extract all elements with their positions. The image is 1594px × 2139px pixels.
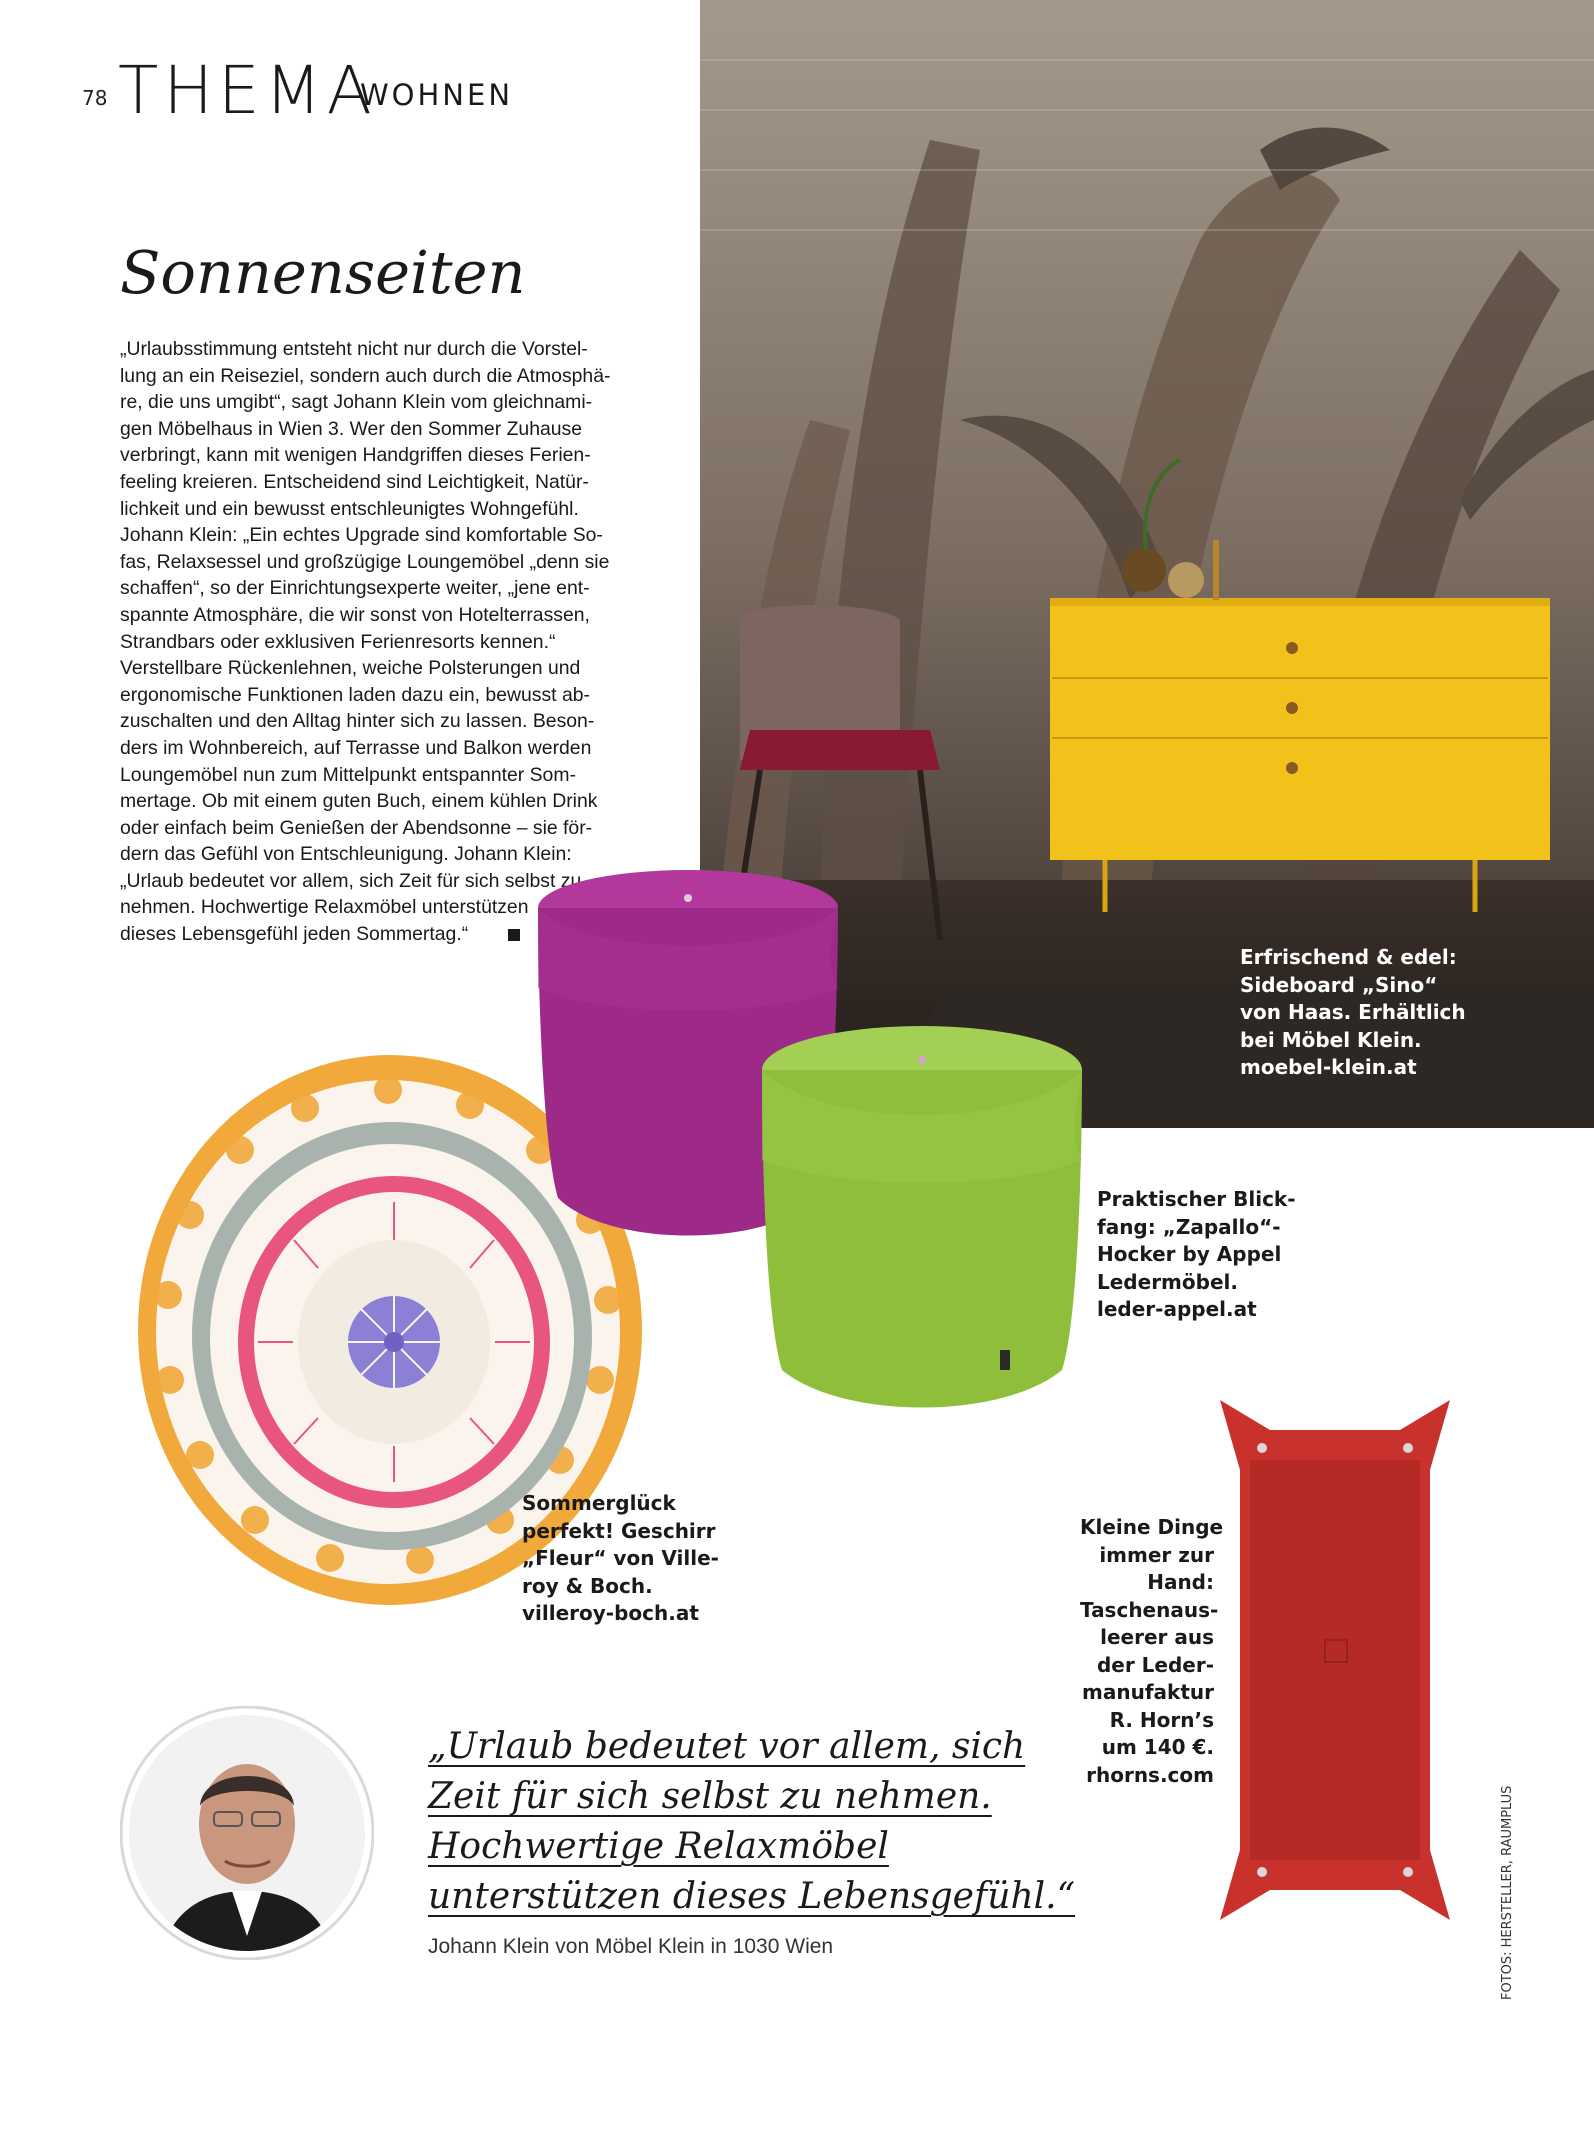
article-body <box>120 336 611 948</box>
body-line: Verstellbare Rückenlehnen, weiche Polsterungen und <box>120 657 581 680</box>
caption-line: moebel-klein.at <box>1240 1055 1417 1079</box>
body-line: feeling kreieren. Entscheidend sind Leichtigkeit, Natür- <box>120 470 589 493</box>
caption-line: Taschenaus- <box>1080 1597 1219 1622</box>
quote-line: „Urlaub bedeutet vor allem, sich <box>428 1726 1026 1767</box>
caption-line: der Leder- <box>1096 1652 1214 1677</box>
caption-line: von Haas. Erhältlich <box>1240 1000 1466 1024</box>
caption-line: Sommerglück <box>522 1491 676 1515</box>
caption-line: Hand: <box>1147 1570 1214 1594</box>
caption-line: Sideboard „Sino“ <box>1240 972 1438 997</box>
caption-line: Praktischer Blick- <box>1097 1187 1296 1211</box>
leather-tray-image <box>1210 1390 1460 1930</box>
body-line: ergonomische Funktionen laden dazu ein, bewusst ab- <box>120 683 590 706</box>
caption-line: roy & Boch. <box>522 1573 653 1598</box>
caption-line: manufaktur <box>1082 1680 1214 1704</box>
caption-line: R. Horn’s <box>1109 1707 1214 1732</box>
body-line: nehmen. Hochwertige Relaxmöbel unterstützen <box>120 896 529 919</box>
caption-line: fang: „Zapallo“- <box>1097 1214 1281 1239</box>
caption-line: um 140 €. <box>1101 1735 1214 1759</box>
body-line: Strandbars oder exklusiven Ferienresorts kennen.“ <box>120 630 556 653</box>
caption-sideboard <box>1240 944 1466 1082</box>
section-subtitle: WOHNEN <box>360 78 514 112</box>
body-line: spannte Atmosphäre, die wir sonst von Hotelterrassen, <box>120 603 590 626</box>
caption-line: Erfrischend & edel: <box>1240 945 1457 969</box>
body-line: fas, Relaxsessel und großzügige Loungemöbel „denn sie <box>120 550 610 573</box>
caption-line: leerer aus <box>1100 1625 1214 1649</box>
caption-tray <box>1080 1514 1224 1789</box>
caption-line: Kleine Dinge <box>1080 1515 1224 1539</box>
body-line: re, die uns umgibt“, sagt Johann Klein vom gleichnami- <box>120 391 593 414</box>
caption-line: villeroy-boch.at <box>522 1601 699 1625</box>
body-line: ders im Wohnbereich, auf Terrasse und Balkon werden <box>120 736 592 759</box>
caption-line: perfekt! Geschirr <box>522 1518 716 1543</box>
body-line: oder einfach beim Genießen der Abendsonne – sie för- <box>120 816 593 839</box>
caption-line: rhorns.com <box>1086 1762 1214 1787</box>
body-line: dern das Gefühl von Entschleunigung. Johann Klein: <box>120 843 572 866</box>
body-line: lung an ein Reiseziel, sondern auch durch die Atmosphä- <box>120 364 611 387</box>
body-line-last <box>120 921 598 948</box>
body-line: „Urlaubsstimmung entsteht nicht nur durch die Vorstel- <box>120 338 588 360</box>
body-line: zuschalten und den Alltag hinter sich zu lassen. Beson- <box>120 710 595 733</box>
caption-line: immer zur <box>1099 1542 1214 1567</box>
body-line: „Urlaub bedeutet vor allem, sich Zeit für sich selbst zu <box>120 869 582 892</box>
quote-line: Hochwertige Relaxmöbel <box>428 1826 889 1867</box>
body-line: verbringt, kann mit wenigen Handgriffen dieses Ferien- <box>120 444 591 467</box>
body-line: dieses Lebensgefühl jeden Sommertag.“ <box>120 923 469 946</box>
end-mark-square <box>508 929 520 941</box>
pull-quote <box>428 1722 1076 1922</box>
caption-geschirr <box>522 1490 719 1628</box>
body-line: Loungemöbel nun zum Mittelpunkt entspannter Som- <box>120 763 576 786</box>
caption-line: Ledermöbel. <box>1097 1269 1238 1294</box>
article-headline: Sonnenseiten <box>120 238 526 307</box>
caption-hocker <box>1097 1186 1296 1324</box>
body-line: gen Möbelhaus in Wien 3. Wer den Sommer Zuhause <box>120 417 583 440</box>
caption-line: „Fleur“ von Ville- <box>522 1546 719 1570</box>
photo-credit: FOTOS: HERSTELLER, RAUMPLUS <box>1500 1785 1515 2000</box>
caption-line: leder-appel.at <box>1097 1297 1257 1321</box>
page-number: 78 <box>82 86 108 110</box>
quote-attribution: Johann Klein von Möbel Klein in 1030 Wien <box>428 1935 834 1958</box>
quote-line: unterstützen dieses Lebensgefühl.“ <box>428 1876 1076 1917</box>
body-line: schaffen“, so der Einrichtungsexperte weiter, „jene ent- <box>120 577 590 600</box>
body-line: mertage. Ob mit einem guten Buch, einem kühlen Drink <box>120 790 598 813</box>
portrait-johann-klein <box>120 1706 374 1960</box>
body-line: Johann Klein: „Ein echtes Upgrade sind komfortable So- <box>120 524 603 547</box>
body-line: lichkeit und ein bewusst entschleunigtes Wohngefühl. <box>120 497 579 520</box>
caption-line: bei Möbel Klein. <box>1240 1027 1422 1052</box>
section-title: THEMA <box>118 52 377 129</box>
green-pouf-image <box>752 1020 1092 1420</box>
caption-line: Hocker by Appel <box>1097 1242 1282 1266</box>
quote-line: Zeit für sich selbst zu nehmen. <box>428 1776 992 1817</box>
